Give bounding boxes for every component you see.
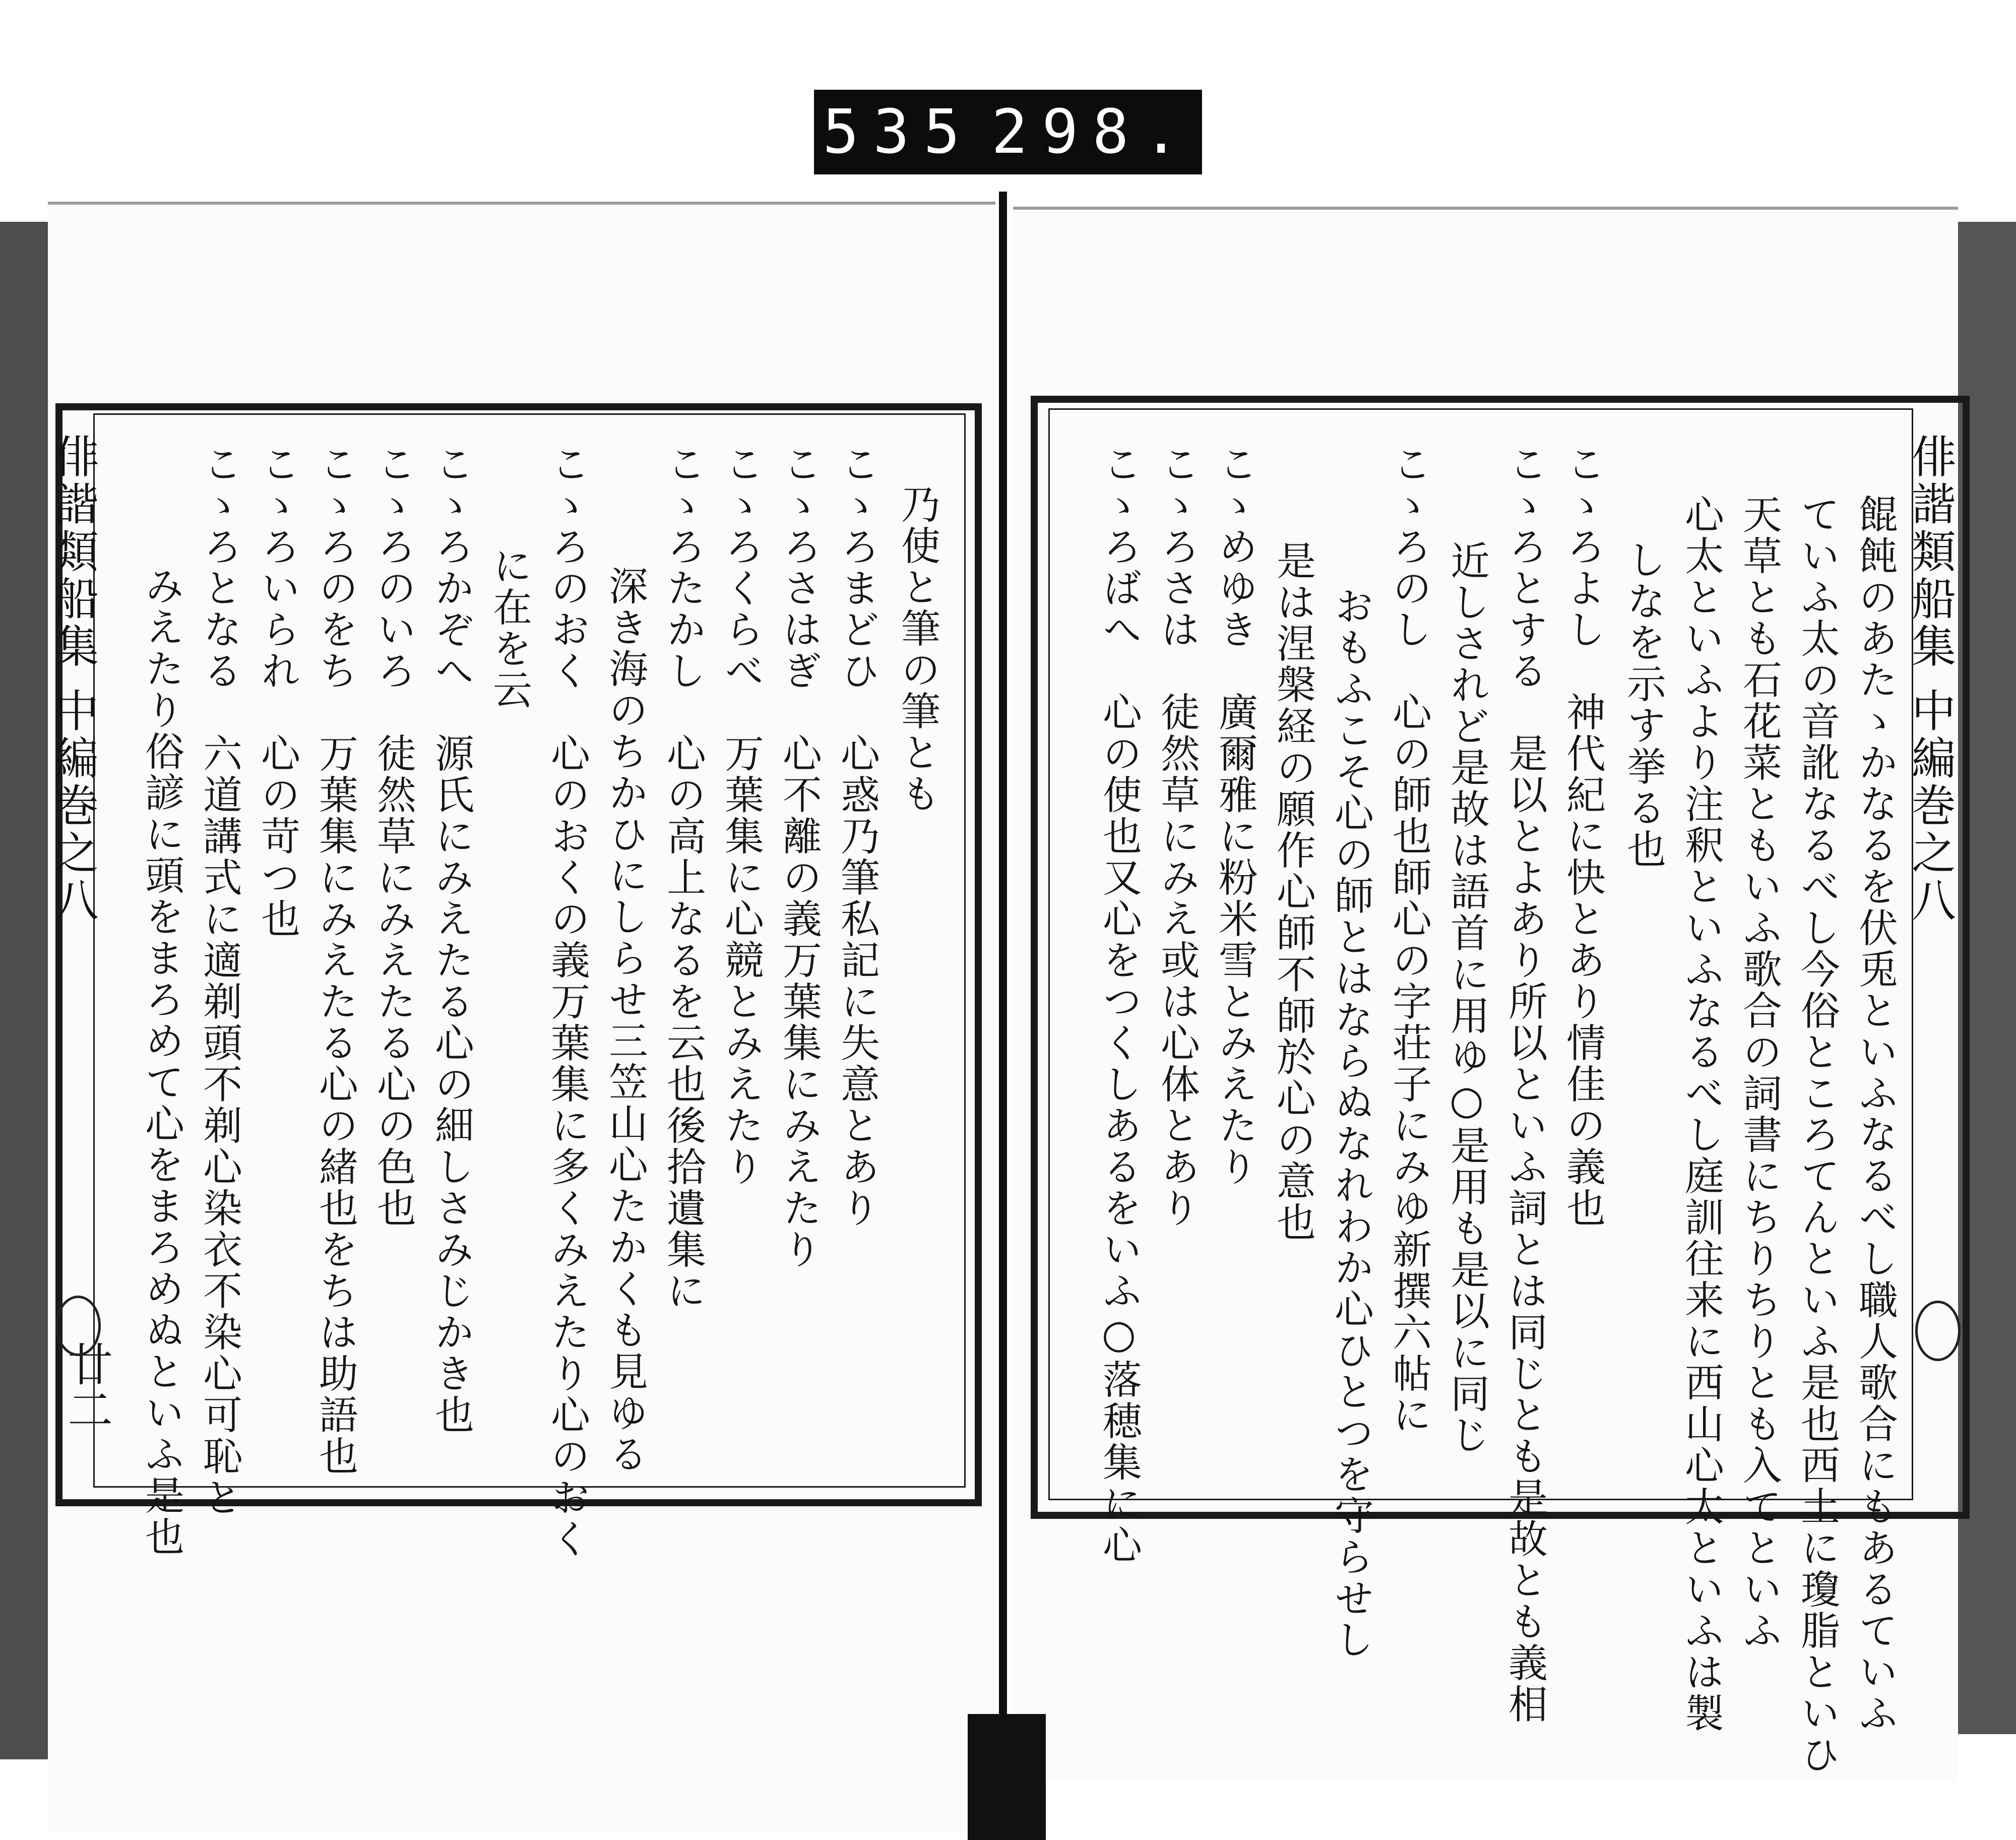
right-circle-mark bbox=[1915, 1301, 1961, 1361]
book-edge-left bbox=[0, 222, 48, 1759]
right-column-12: こゝめゆき 廣爾雅に粉米雪とみえたり bbox=[1212, 444, 1257, 1188]
left-column-12: こゝろいられ 心の苛つ也 bbox=[255, 444, 300, 940]
right-column-8: 近しされど是故は語首に用ゆ○是用も是以に同じ bbox=[1444, 499, 1489, 1456]
gutter bbox=[999, 192, 1007, 1719]
scan-number-right: 298. bbox=[991, 97, 1193, 167]
left-folio: 廿二 bbox=[59, 1341, 112, 1432]
right-column-9: こゝろのし 心の師也師心の字荘子にみゆ新撰六帖に bbox=[1386, 444, 1431, 1436]
scan-label bbox=[814, 90, 1202, 174]
right-column-6: こゝろよし 神代紀に快とあり情佳の義也 bbox=[1560, 444, 1605, 1229]
right-column-3: 天草とも石花菜ともいふ歌合の詞書にちりちりとも入てといふ bbox=[1736, 494, 1782, 1651]
left-circle-mark bbox=[55, 1296, 101, 1356]
right-column-10: おもふこそ心の師とはならぬなれわか心ひとつを守らせし bbox=[1328, 544, 1373, 1661]
left-column-5: こゝろたかし 心の高上なるを云也後拾遺集に bbox=[660, 444, 706, 1312]
left-column-13: こゝろとなる 六道講式に適剃頭不剃心染衣不染心可恥と bbox=[197, 444, 242, 1518]
left-hashira: 俳諧類船集 中編巻之八 bbox=[47, 434, 99, 925]
left-column-2: こゝろまどひ 心惑乃筆私記に失意とあり bbox=[834, 444, 879, 1229]
left-column-8: に在を云 bbox=[486, 504, 532, 711]
right-column-4: 心太といふより注釈といふなるべし庭訓往来に西山心太といふは製 bbox=[1678, 494, 1724, 1734]
right-column-5: しなを示す挙る也 bbox=[1620, 539, 1666, 870]
left-column-6: 深き海のちかひにしらせ三笠山心たかくも見ゆる bbox=[602, 524, 648, 1475]
left-column-10: こゝろのいろ 徒然草にみえたる心の色也 bbox=[370, 444, 416, 1229]
right-column-2: ていふ太の音訛なるべし今俗ところてんといふ是也西土に瓊脂といひ bbox=[1794, 494, 1840, 1775]
right-column-1: 餛飩のあたゝかなるを伏兎といふなるべし職人歌合にもあるていふ bbox=[1852, 494, 1898, 1734]
right-column-11: 是は涅槃経の願作心師不師於心の意也 bbox=[1270, 499, 1315, 1243]
right-hashira: 俳諧類船集 中編巻之八 bbox=[1905, 434, 1957, 925]
scan-number-left: 535 bbox=[823, 97, 974, 167]
left-column-14: みえたり俗諺に頭をまろめて心をまろめぬといふ是也 bbox=[139, 524, 184, 1558]
right-column-14: こゝろばへ 心の使也又心をつくしあるをいふ○落穂集に心 bbox=[1096, 444, 1142, 1566]
left-column-3: こゝろさはぎ 心不離の義万葉集にみえたり bbox=[776, 444, 822, 1270]
left-column-9: こゝろかぞへ 源氏にみえたる心の細しさみじかき也 bbox=[428, 444, 474, 1436]
left-column-1: 乃使と筆の筆とも bbox=[895, 484, 940, 815]
right-column-7: こゝろとする 是以とよあり所以といふ詞とは同じとも是故とも義相 bbox=[1502, 444, 1547, 1725]
left-column-7: こゝろのおく 心のおくの義万葉集に多くみえたり心のおく bbox=[544, 444, 590, 1560]
gutter-block bbox=[968, 1714, 1046, 1840]
left-column-11: こゝろのをち 万葉集にみえたる心の緒也をちは助語也 bbox=[312, 444, 358, 1477]
left-column-4: こゝろくらべ 万葉集に心競とみえたり bbox=[718, 444, 764, 1188]
right-column-13: こゝろさは 徒然草にみえ或は心体とあり bbox=[1154, 444, 1200, 1229]
